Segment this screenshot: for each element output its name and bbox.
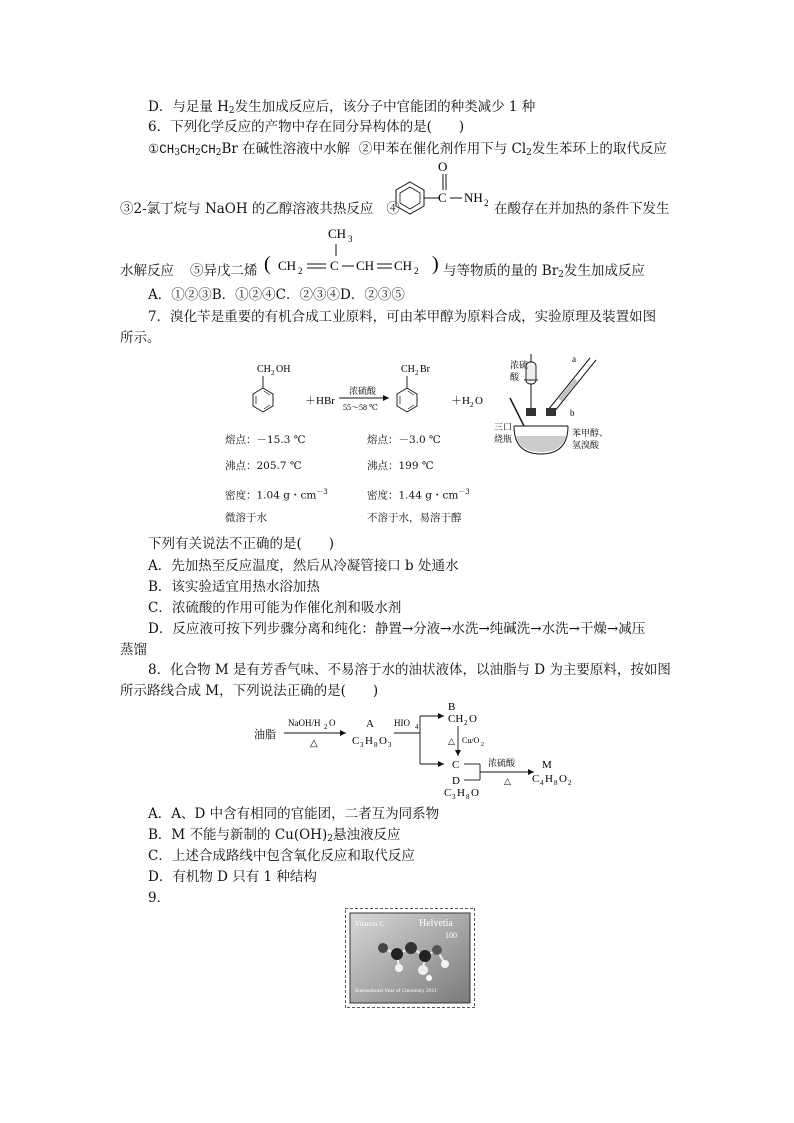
svg-text:2: 2 bbox=[470, 401, 474, 409]
svg-text:Br: Br bbox=[420, 364, 430, 375]
q7-apparatus bbox=[490, 350, 620, 460]
svg-text:Helvetia: Helvetia bbox=[419, 918, 453, 929]
svg-text:浓硫酸: 浓硫酸 bbox=[488, 758, 516, 768]
svg-text:浓硫酸: 浓硫酸 bbox=[349, 386, 377, 396]
svg-text:2: 2 bbox=[414, 266, 419, 276]
svg-text:苯甲醇、: 苯甲醇、 bbox=[572, 428, 609, 438]
svg-text:O: O bbox=[469, 713, 477, 725]
svg-text:NH: NH bbox=[464, 190, 483, 205]
svg-text:CH: CH bbox=[257, 364, 271, 375]
q6-options: A．①②③B．①②④C．②③④D．②③⑤ bbox=[148, 287, 405, 303]
svg-text:CH: CH bbox=[394, 258, 413, 273]
svg-text:＋HBr: ＋HBr bbox=[305, 395, 335, 407]
svg-text:A: A bbox=[366, 718, 374, 730]
q7-prop-right-3: 密度：1.44 g・$cm^{-3}$ bbox=[367, 488, 470, 502]
svg-text:HIO: HIO bbox=[394, 718, 410, 728]
svg-text:D: D bbox=[452, 775, 460, 787]
svg-text:a: a bbox=[572, 354, 576, 364]
svg-text:C: C bbox=[444, 787, 452, 799]
svg-text:2: 2 bbox=[271, 369, 275, 377]
q7-reaction bbox=[215, 360, 495, 430]
q8-stem-1: 8．化合物 M 是有芳香气味、不易溶于水的油状液体，以油脂与 D 为主要原料，按如图 bbox=[148, 662, 671, 678]
svg-text:三口: 三口 bbox=[494, 422, 513, 432]
svg-text:3: 3 bbox=[452, 793, 456, 800]
svg-text:浓硫: 浓硫 bbox=[510, 360, 529, 370]
svg-text:2: 2 bbox=[415, 369, 419, 377]
svg-text:O: O bbox=[329, 718, 336, 728]
svg-text:NaOH/H: NaOH/H bbox=[288, 718, 321, 728]
svg-text:CH: CH bbox=[278, 258, 297, 273]
q6-item-4-text: 在酸存在并加热的条件下发生 bbox=[494, 201, 670, 217]
svg-text:8: 8 bbox=[374, 741, 378, 749]
q6-item-4-end: 水解反应 bbox=[120, 263, 174, 279]
q8-scheme bbox=[248, 700, 578, 800]
q6-item-5-post: 与等物质的量的 $Br_2$发生加成反应 bbox=[443, 263, 645, 280]
svg-text:8: 8 bbox=[466, 793, 470, 800]
svg-text:Cu/O: Cu/O bbox=[462, 736, 480, 745]
svg-text:b: b bbox=[570, 408, 575, 418]
q7-option-d-1: D．反应液可按下列步骤分离和纯化：静置→分液→水洗→纯碱洗→水洗→干燥→减压 bbox=[148, 621, 646, 637]
svg-text:O: O bbox=[438, 160, 448, 174]
svg-text:H: H bbox=[365, 735, 373, 747]
q6-stem: 6．下列化学反应的产物中存在同分异构体的是( ) bbox=[148, 119, 465, 135]
q7-question: 下列有关说法不正确的是( ) bbox=[148, 536, 335, 552]
svg-text:2: 2 bbox=[464, 719, 468, 727]
svg-text:△: △ bbox=[504, 776, 511, 786]
svg-text:O: O bbox=[471, 787, 479, 799]
svg-text:烧瓶: 烧瓶 bbox=[494, 434, 513, 444]
q7-prop-right-1: 熔点：－3.0 ℃ bbox=[367, 434, 441, 446]
q7-option-b: B．该实验适宜用热水浴加热 bbox=[148, 579, 320, 595]
svg-text:CH: CH bbox=[448, 713, 464, 725]
svg-text:3: 3 bbox=[388, 741, 392, 749]
svg-text:55～58 ℃: 55～58 ℃ bbox=[343, 403, 378, 412]
q7-option-a: A．先加热至反应温度，然后从冷凝管接口 b 处通水 bbox=[148, 558, 459, 574]
svg-text:2: 2 bbox=[298, 266, 303, 276]
svg-text:C: C bbox=[532, 773, 540, 785]
q7-stem-1: 7．溴化苄是重要的有机合成工业原料，可由苯甲醇为原料合成，实验原理及装置如图 bbox=[148, 309, 657, 325]
q6-item-3: ③2-氯丁烷与 NaOH 的乙醇溶液共热反应 ④ bbox=[120, 201, 400, 217]
q7-option-c: C．浓硫酸的作用可能为作催化剂和吸水剂 bbox=[148, 600, 402, 616]
svg-text:100: 100 bbox=[445, 931, 457, 940]
svg-text:＋H: ＋H bbox=[451, 395, 470, 407]
q7-prop-right-4: 不溶于水，易溶于醇 bbox=[367, 512, 462, 524]
svg-text:2: 2 bbox=[481, 742, 484, 748]
q9-number: 9． bbox=[148, 890, 171, 906]
q7-prop-left-3: 密度：1.04 g・$cm^{-3}$ bbox=[225, 488, 328, 502]
svg-text:H: H bbox=[457, 787, 465, 799]
svg-text:C: C bbox=[330, 258, 339, 273]
svg-text:O: O bbox=[559, 773, 567, 785]
paren-left: ( bbox=[264, 253, 271, 275]
q7-prop-left-4: 微溶于水 bbox=[225, 512, 267, 524]
svg-text:2: 2 bbox=[484, 198, 489, 208]
q8-option-c: C．上述合成路线中包含氧化反应和取代反应 bbox=[148, 848, 415, 864]
svg-text:B: B bbox=[448, 701, 456, 713]
isoprene-structure bbox=[262, 224, 442, 282]
paren-right: ) bbox=[432, 253, 439, 275]
svg-text:CH: CH bbox=[356, 258, 375, 273]
svg-text:氢溴酸: 氢溴酸 bbox=[572, 440, 600, 450]
svg-text:O: O bbox=[379, 735, 387, 747]
q8-option-d: D．有机物 D 只有 1 种结构 bbox=[148, 869, 317, 885]
svg-text:O: O bbox=[475, 395, 483, 407]
svg-text:4: 4 bbox=[540, 779, 544, 787]
svg-text:△: △ bbox=[310, 738, 318, 749]
q7-stem-2: 所示。 bbox=[120, 330, 161, 346]
svg-text:OH: OH bbox=[276, 364, 291, 375]
q8-option-a: A．A、D 中含有相同的官能团，二者互为同系物 bbox=[148, 806, 440, 822]
svg-text:CH: CH bbox=[328, 226, 347, 241]
q7-prop-left-2: 沸点：205.7 ℃ bbox=[225, 460, 302, 472]
q7-prop-right-2: 沸点：199 ℃ bbox=[367, 460, 434, 472]
svg-text:International Year of Chemistr: International Year of Chemistry 2011 bbox=[355, 988, 437, 994]
svg-text:H: H bbox=[545, 773, 553, 785]
svg-text:酸: 酸 bbox=[510, 372, 520, 382]
svg-text:2: 2 bbox=[324, 723, 328, 731]
q5-option-d: D．与足量 $H_2$发生加成反应后，该分子中官能团的种类减少 1 种 bbox=[148, 99, 536, 116]
q7-option-d-2: 蒸馏 bbox=[120, 642, 147, 658]
svg-text:Vitamin C: Vitamin C bbox=[355, 920, 384, 928]
q8-stem-2: 所示路线合成 M，下列说法正确的是( ) bbox=[120, 683, 379, 699]
svg-text:M: M bbox=[542, 759, 552, 771]
svg-text:2: 2 bbox=[568, 779, 572, 787]
svg-text:油脂: 油脂 bbox=[254, 729, 276, 741]
q6-item-5-pre: ⑤异戊二烯 bbox=[190, 263, 258, 279]
benzamide-structure bbox=[380, 160, 500, 224]
vitamin-c-stamp bbox=[345, 908, 475, 1008]
q7-prop-left-1: 熔点：－15.3 ℃ bbox=[225, 434, 306, 446]
svg-text:3: 3 bbox=[348, 234, 353, 244]
svg-text:△: △ bbox=[448, 736, 455, 746]
svg-text:3: 3 bbox=[360, 741, 364, 749]
q8-option-b: B．M 不能与新制的 $Cu(OH)_2$悬浊液反应 bbox=[148, 827, 401, 844]
svg-text:C: C bbox=[352, 735, 360, 747]
svg-text:8: 8 bbox=[554, 779, 558, 787]
svg-text:C: C bbox=[452, 759, 460, 771]
q6-items-1-2: $①CH_3CH_2CH_2Br$ 在碱性溶液中水解 ②甲苯在催化剂作用下与 $Cl_2$发生苯环上的取代反应 bbox=[148, 141, 667, 158]
svg-text:CH: CH bbox=[401, 364, 415, 375]
svg-text:C: C bbox=[438, 190, 447, 205]
svg-text:4: 4 bbox=[415, 723, 419, 731]
